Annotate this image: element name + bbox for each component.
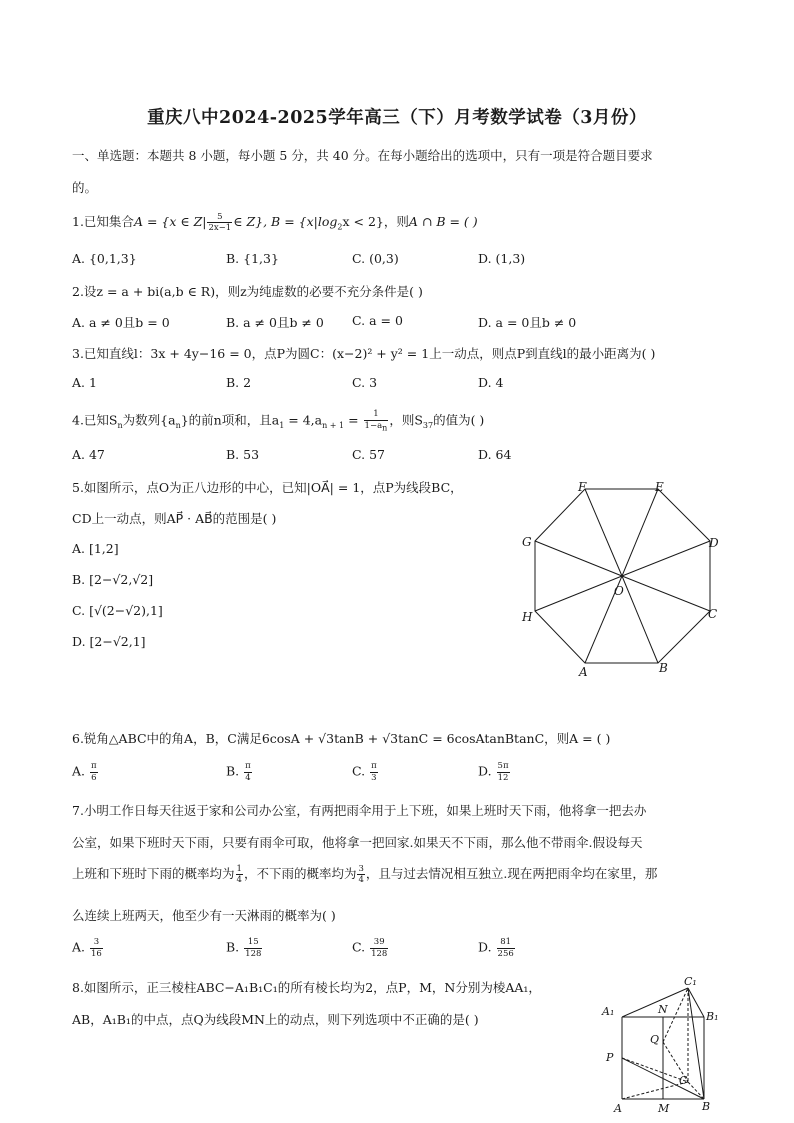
q2-option-a[interactable]: A. a ≠ 0且b = 0: [72, 315, 170, 330]
q7-option-b[interactable]: [226, 938, 263, 958]
q4-frac-den-text: 1−a: [364, 420, 383, 431]
q7-c-den: 128: [371, 948, 388, 959]
page-title: 重庆八中2024-2025学年高三（下）月考数学试卷（3月份）: [147, 108, 647, 128]
prism-figure: [596, 972, 736, 1118]
q3-option-c[interactable]: C. 3: [352, 375, 378, 390]
q7-b-num: 15: [244, 938, 262, 949]
q6-b-den: 4: [245, 772, 251, 783]
q6-c-den: 3: [371, 772, 377, 783]
question-1-stem: [72, 212, 478, 233]
question-8-line1: 8.如图所示，正三棱柱ABC−A₁B₁C₁的所有棱长均为2，点P，M，N分别为棱AA₁，: [72, 980, 541, 995]
q6-option-b[interactable]: [226, 762, 253, 782]
q4-post: ，则S: [389, 412, 423, 428]
q7-f1-num: 1: [236, 863, 242, 874]
question-2-stem: 2.设z = a + bi(a,b ∈ R)，则z为纯虚数的必要不充分条件是( ): [72, 284, 423, 299]
question-3-stem: 3.已知直线l：3x + 4y−16 = 0，点P为圆C：(x−2)² + y² = 1上一动点，则点P到直线l的最小距离为( ): [72, 346, 656, 361]
q1-option-d[interactable]: D. (1,3): [478, 251, 526, 266]
label-p: P: [606, 1051, 614, 1064]
segment-c1b: [688, 988, 704, 1099]
q4-frac-den-sub: n: [382, 423, 388, 433]
q5-option-c[interactable]: C. [√(2−√2),1]: [72, 603, 163, 618]
question-8-line2: AB，A₁B₁的中点，点Q为线段MN上的动点，则下列选项中不正确的是( ): [72, 1012, 479, 1027]
q4-pre: 4.已知S: [72, 412, 118, 428]
q1-option-a[interactable]: A. {0,1,3}: [72, 251, 137, 266]
q6-b-num: π: [245, 761, 251, 771]
q1-option-b[interactable]: B. {1,3}: [226, 251, 279, 266]
q4-option-c[interactable]: C. 57: [352, 447, 385, 462]
section-instructions-line1: 一、单选题：本题共 8 小题，每小题 5 分，共 40 分。在每小题给出的选项中，只有一项是符合题目要求: [72, 148, 653, 163]
label-d: D: [709, 536, 719, 550]
q4-mid1: 为数列{a: [122, 412, 176, 428]
q4-sub-n1: n + 1: [322, 421, 345, 431]
q3-option-b[interactable]: B. 2: [226, 375, 252, 390]
q7-b-frac: [244, 938, 262, 958]
question-7-line3: [72, 864, 657, 885]
q1-option-c[interactable]: C. (0,3): [352, 251, 399, 266]
q4-tail: 的值为( ): [433, 412, 485, 428]
q1-set-b-tail: x < 2}，则: [342, 214, 409, 229]
radius-ob: [622, 576, 658, 663]
label-e: E: [655, 480, 664, 494]
q7-a-letter: A.: [72, 939, 86, 955]
q4-mid4: =: [344, 412, 363, 428]
q7-line3-b: ，不下雨的概率均为: [243, 866, 357, 881]
q4-sub-n2: n: [175, 421, 181, 431]
q7-frac-1: [236, 865, 243, 885]
q6-option-c[interactable]: [352, 762, 379, 782]
q6-a-den: 6: [91, 772, 97, 783]
q6-option-d[interactable]: [478, 762, 511, 782]
label-o: O: [614, 584, 624, 598]
q7-frac-2: [357, 865, 364, 885]
q4-sub-1: 1: [279, 421, 285, 431]
q7-line3-a: 上班和下班时下雨的概率均为: [72, 866, 235, 881]
q2-option-c[interactable]: C. a = 0: [352, 313, 403, 328]
label-c1: C₁: [684, 975, 697, 988]
q1-set-a: A = {x ∈ Z|: [133, 214, 207, 229]
q6-c-letter: C.: [352, 763, 366, 779]
question-5-line1: 5.如图所示，点O为正八边形的中心，已知|OA⃗| = 1，点P为线段BC，: [72, 480, 463, 495]
question-7-line4: 么连续上班两天，他至少有一天淋雨的概率为( ): [72, 908, 336, 923]
q4-frac-num: 1: [364, 410, 389, 421]
q6-d-letter: D.: [478, 763, 492, 779]
q7-c-letter: C.: [352, 939, 366, 955]
q1-ask: A ∩ B = ( ): [408, 214, 478, 229]
label-c: C: [708, 607, 718, 621]
q7-a-den: 16: [91, 948, 102, 959]
label-g: G: [522, 535, 532, 549]
question-6-stem: 6.锐角△ABC中的角A，B，C满足6cosA + √3tanB + √3tanC = 6cosAtanBtanC，则A = ( ): [72, 731, 611, 746]
q6-b-letter: B.: [226, 763, 240, 779]
radius-oe: [622, 489, 658, 576]
q7-d-den: 256: [497, 948, 514, 959]
q6-option-a[interactable]: [72, 762, 99, 782]
q3-option-d[interactable]: D. 4: [478, 375, 504, 390]
q1-pre: 1.已知集合: [72, 214, 134, 229]
q7-b-letter: B.: [226, 939, 240, 955]
q4-sub-37: 37: [422, 421, 434, 431]
q6-d-den: 12: [497, 772, 509, 783]
q7-a-num: 3: [90, 938, 103, 949]
q7-option-a[interactable]: [72, 938, 104, 958]
label-b1: B₁: [706, 1010, 719, 1023]
q1-fraction: [207, 213, 232, 233]
section-instructions-line2: 的。: [72, 180, 98, 195]
label-n: N: [658, 1003, 668, 1016]
q6-d-frac: [497, 762, 510, 782]
label-f: F: [578, 480, 587, 494]
q2-option-b[interactable]: B. a ≠ 0且b ≠ 0: [226, 315, 324, 330]
q4-mid2: }的前n项和，且a: [180, 412, 280, 428]
q2-option-d[interactable]: D. a = 0且b ≠ 0: [478, 315, 577, 330]
question-7-line1: 7.小明工作日每天往返于家和公司办公室，有两把雨伞用于上下班，如果上班时天下雨，他将拿一把去办: [72, 803, 647, 818]
octagon-figure: [510, 474, 740, 684]
q7-line3-c: ，且与过去情况相互独立.现在两把雨伞均在家里，那: [365, 866, 658, 881]
q1-frac-den: 2x−1: [208, 223, 232, 233]
q4-mid3: = 4,a: [284, 412, 323, 428]
q6-a-frac: [90, 762, 98, 782]
q7-d-letter: D.: [478, 939, 492, 955]
q6-c-frac: [370, 762, 378, 782]
q4-option-a[interactable]: A. 47: [72, 447, 105, 462]
q1-log-base: 2: [337, 222, 343, 232]
q6-a-num: π: [91, 761, 97, 771]
q5-option-a[interactable]: A. [1,2]: [72, 541, 119, 556]
label-a: A: [614, 1102, 622, 1115]
q4-option-b[interactable]: B. 53: [226, 447, 260, 462]
question-4-stem: [72, 410, 484, 432]
q1-frac-num: 5: [207, 213, 232, 224]
q6-b-frac: [244, 762, 252, 782]
q1-set-b: ∈ Z}, B = {x|log: [233, 214, 338, 229]
q5-option-b[interactable]: B. [2−√2,√2]: [72, 572, 154, 587]
label-m: M: [658, 1102, 670, 1115]
question-7-line2: 公室，如果下班时天下雨，只要有雨伞可取，他将拿一把回家.如果天不下雨，那么他不带雨伞.假设每天: [72, 835, 643, 850]
q6-d-num: 5π: [497, 761, 509, 771]
q7-c-frac: [370, 938, 388, 958]
q7-a-frac: [90, 938, 103, 958]
q4-sub-n: n: [117, 421, 123, 431]
q7-c-num: 39: [370, 938, 388, 949]
q7-f2-den: 4: [358, 875, 364, 885]
question-5-line2: CD上一动点，则AP⃗ · AB⃗的范围是( ): [72, 511, 277, 526]
q6-c-num: π: [371, 761, 377, 771]
label-h: H: [522, 610, 533, 624]
q7-d-num: 81: [497, 938, 515, 949]
q4-frac-den: [364, 421, 389, 433]
q6-a-letter: A.: [72, 763, 86, 779]
radius-od: [622, 541, 710, 576]
radius-oc: [622, 576, 710, 611]
q3-option-a[interactable]: A. 1: [72, 375, 97, 390]
label-q: Q: [650, 1033, 660, 1046]
label-a: A: [579, 665, 588, 679]
label-b: B: [702, 1100, 711, 1113]
label-c: C: [679, 1074, 688, 1087]
q7-option-c[interactable]: [352, 938, 389, 958]
q7-option-d[interactable]: [478, 938, 516, 958]
label-b: B: [659, 661, 668, 675]
label-a1: A₁: [602, 1005, 615, 1018]
q5-option-d[interactable]: D. [2−√2,1]: [72, 634, 146, 649]
q4-fraction: [364, 410, 389, 432]
edge-a1c1: [622, 988, 688, 1017]
q7-b-den: 128: [245, 948, 262, 959]
q7-f2-num: 3: [358, 863, 364, 874]
q4-option-d[interactable]: D. 64: [478, 447, 512, 462]
q7-f1-den: 4: [236, 875, 242, 885]
q7-d-frac: [497, 938, 515, 958]
